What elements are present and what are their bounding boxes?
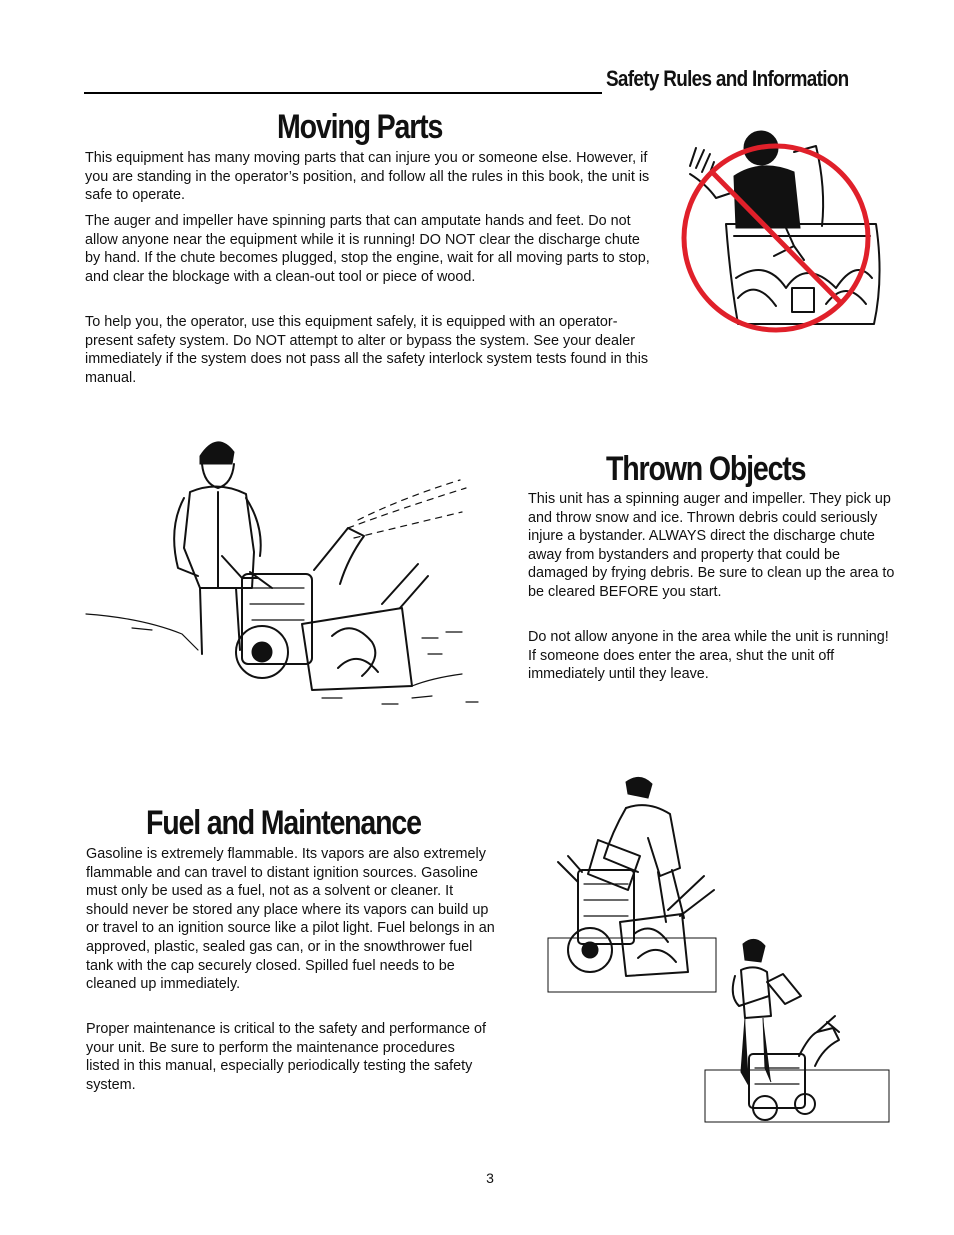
thrown-objects-heading: Thrown Objects [606, 450, 806, 488]
moving-parts-heading: Moving Parts [277, 108, 443, 146]
snowthrower-operator-illustration [82, 428, 492, 713]
page-number: 3 [486, 1170, 494, 1186]
moving-parts-paragraph: To help you, the operator, use this equipment safely, it is equipped with an operator-present safety system. Do NOT attempt to alter or bypass the system. See your dealer immediately if the system does not pass all the safety interlock system tests found in this manual. [85, 314, 649, 386]
thrown-objects-paragraph: This unit has a spinning auger and impeller. They pick up and throw snow and ice. Thrown debris could seriously injure a bystander. ALWAYS direct the discharge chute away from bystanders and property that could be damaged by frying debris. Be sure to clean up the area to be cleared BEFORE you start. [528, 491, 895, 600]
no-hands-prohibition-icon [676, 128, 886, 348]
inspector-illustration [705, 936, 891, 1124]
moving-parts-paragraph: This equipment has many moving parts that can injure you or someone else. However, if you are standing in the operator’s position, and follow all the rules in this book, the unit is safe to operate. [85, 150, 650, 204]
thrown-objects-paragraph: Do not allow anyone in the area while the unit is running! If someone does enter the area, shut the unit off immediately until they leave. [528, 629, 889, 683]
section-title: Safety Rules and Information [606, 66, 849, 91]
fuel-maintenance-paragraph: Gasoline is extremely flammable. Its vapors are also extremely flammable and can travel to distant ignition sources. Gasoline must only be used as a fuel, not as a solvent or cleaner. It should never be stored any place where its vapors can build up or travel to an ignition source like a pilot light. Fuel belongs in an approved, plastic, sealed gas can, or in the snowthrower fuel tank with the cap securely closed. Spilled fuel needs to be cleaned up immediately. [86, 846, 495, 993]
fuel-maintenance-heading: Fuel and Maintenance [146, 804, 421, 842]
header-rule [84, 92, 602, 94]
mechanic-illustration [548, 772, 720, 994]
moving-parts-paragraph: The auger and impeller have spinning parts that can amputate hands and feet. Do not allow anyone near the equipment while it is running! DO NOT clear the discharge chute by hand. If the chute becomes plugged, stop the engine, wait for all moving parts to stop, and clear the blockage with a clean-out tool or piece of wood. [85, 213, 650, 285]
fuel-maintenance-paragraph: Proper maintenance is critical to the safety and performance of your unit. Be sure to perform the maintenance procedures listed in this manual, especially periodically testing the safety system. [86, 1021, 486, 1093]
